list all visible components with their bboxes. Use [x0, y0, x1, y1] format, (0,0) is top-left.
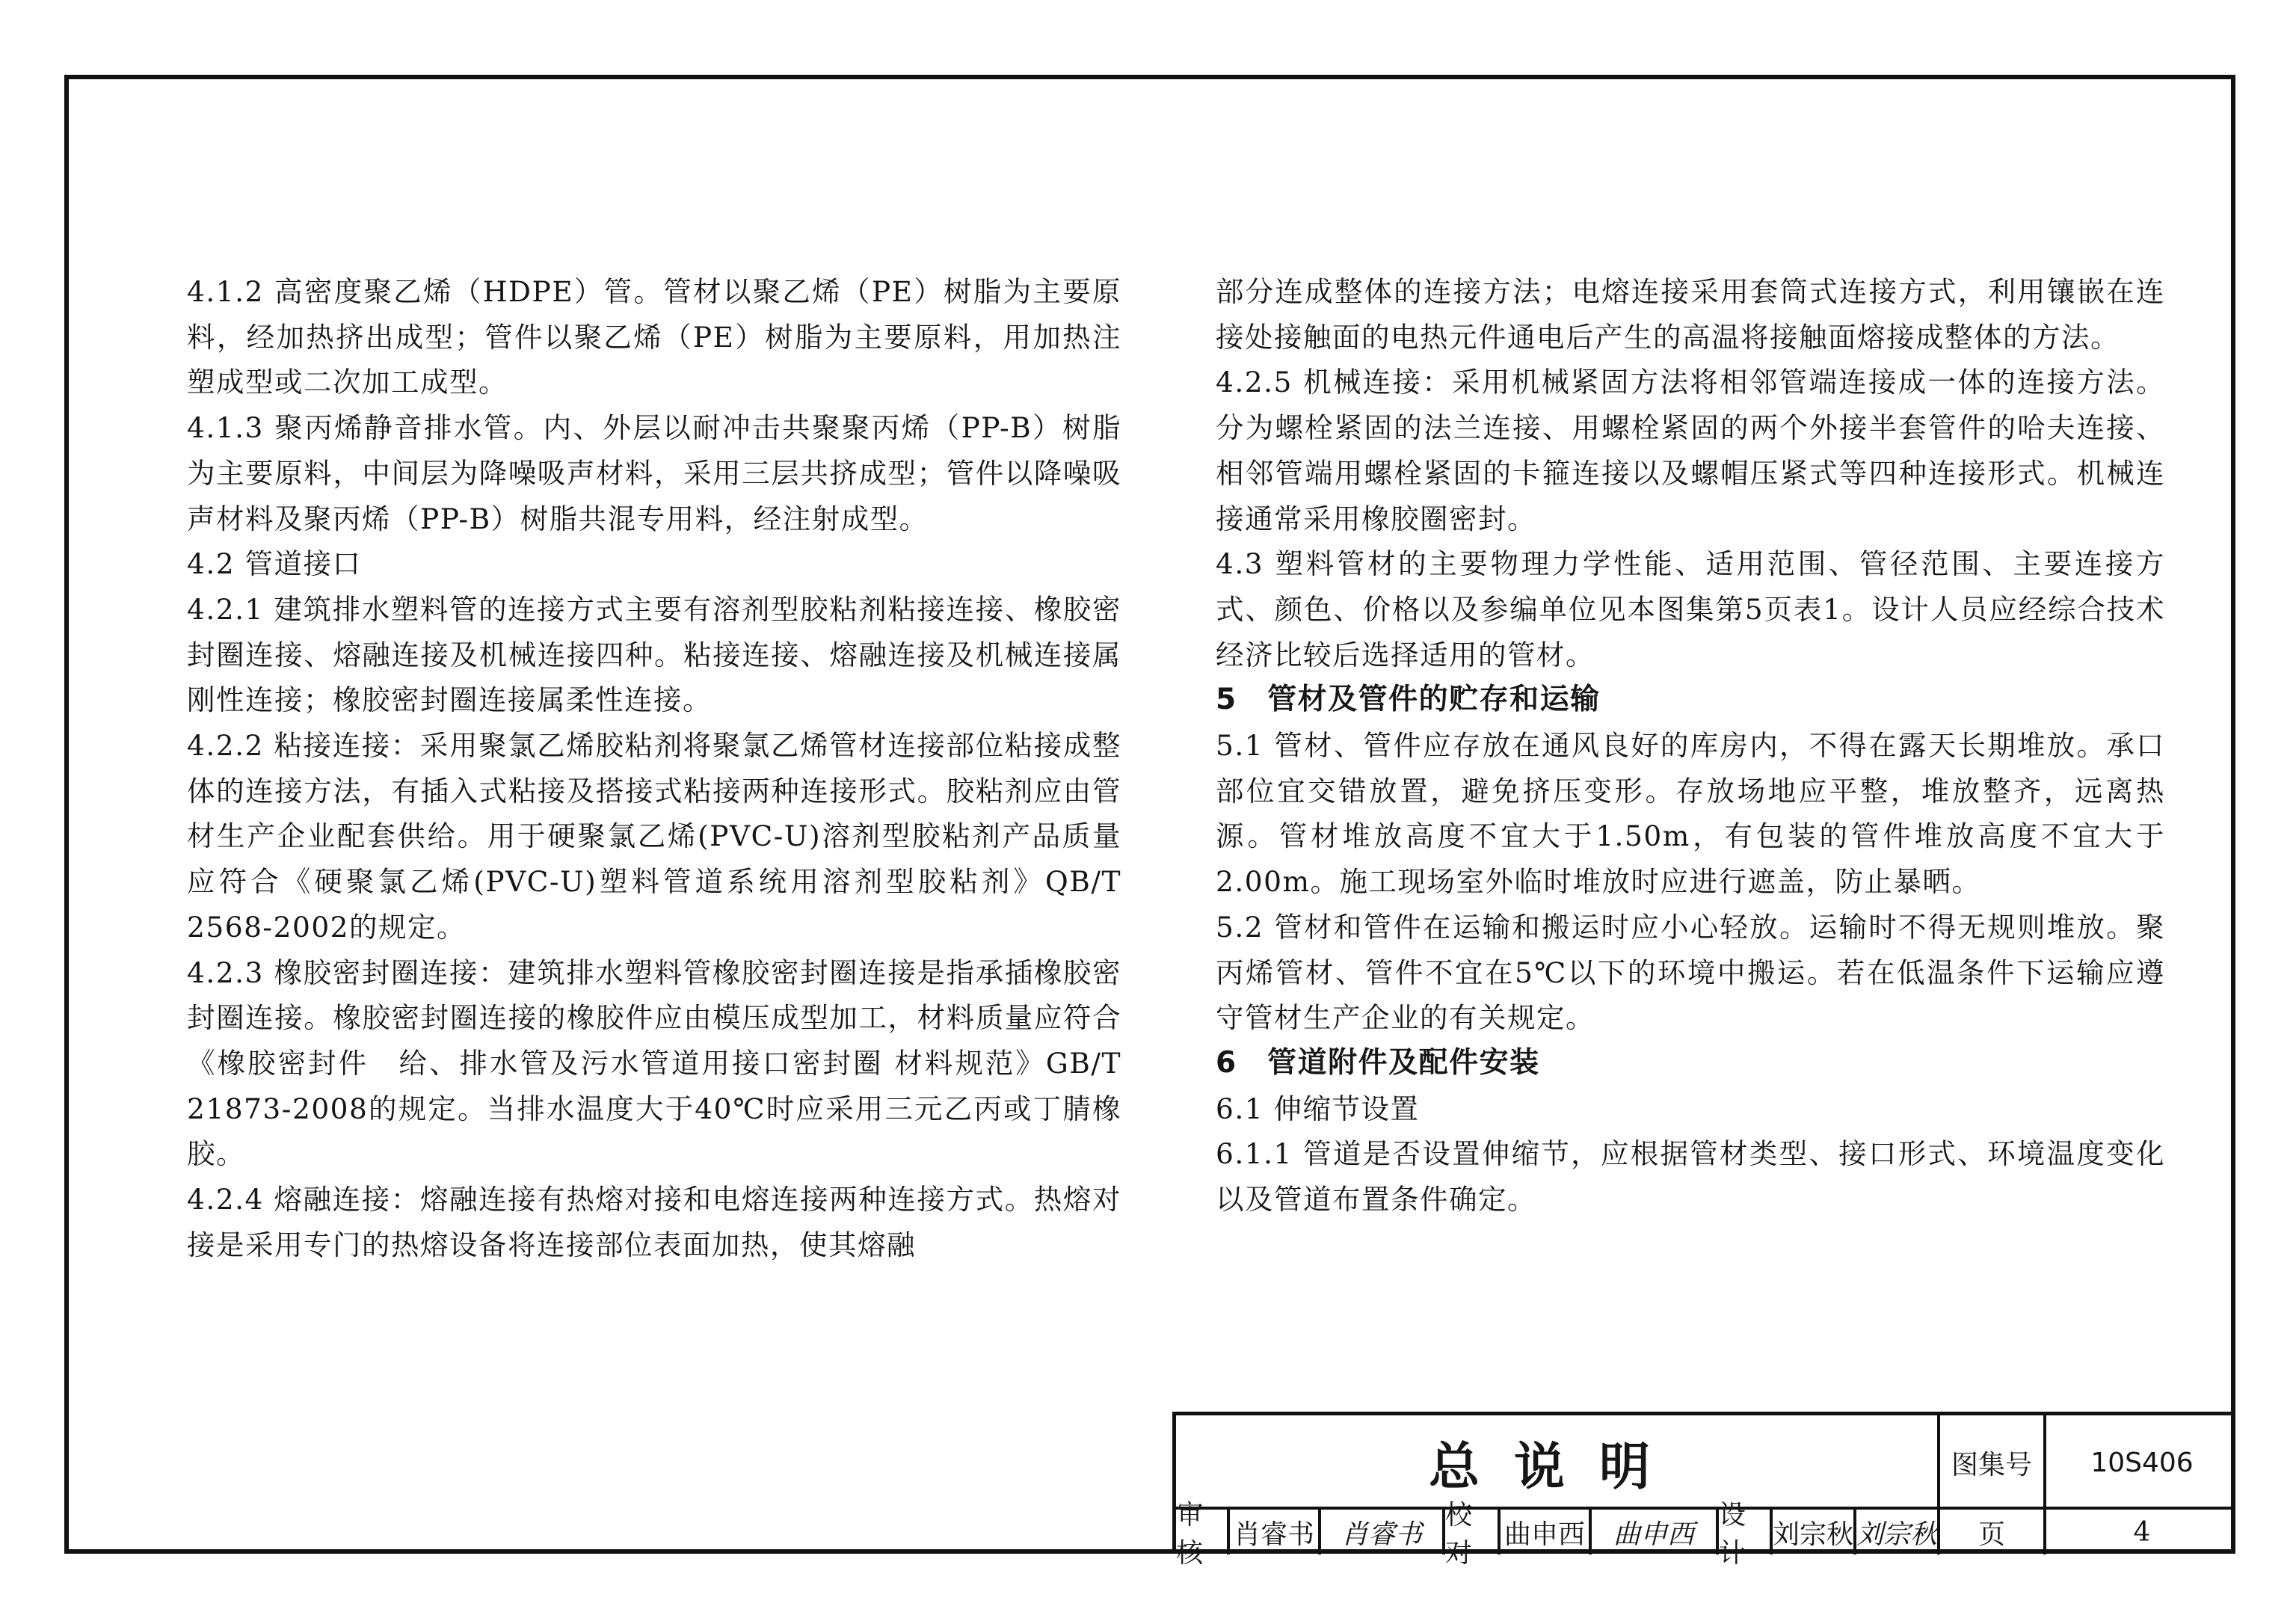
section-6-heading: 6 管道附件及配件安装 — [1216, 1045, 1540, 1080]
paragraph-5-2: 5.2 管材和管件在运输和搬运时应小心轻放。运输时不得无规则堆放。聚丙烯管材、管件不宜在5℃以下的环境中搬运。若在低温条件下运输应遵守管材生产企业的有关规定。 — [1216, 910, 2165, 1035]
paragraph-5-1: 5.1 管材、管件应存放在通风良好的库房内，不得在露天长期堆放。承口部位宜交错放置，避免挤压变形。存放场地应平整，堆放整齐，远离热源。管材堆放高度不宜大于1.50m，有包装的管件堆放高度不宜大于2.00m。施工现场室外临时堆放时应进行遮盖，防止暴晒。 — [1216, 729, 2165, 899]
designer-name: 刘宗秋 — [1773, 1519, 1854, 1550]
page-label: 页 — [1978, 1519, 2005, 1550]
paragraph-4-1-2: 4.1.2 高密度聚乙烯（HDPE）管。管材以聚乙烯（PE）树脂为主要原料，经加热挤出成型；管件以聚乙烯（PE）树脂为主要原料，用加热注塑成型或二次加工成型。 — [187, 275, 1121, 399]
check-label: 校对 — [1445, 1500, 1473, 1569]
section-5-heading: 5 管材及管件的贮存和运输 — [1216, 683, 1601, 717]
reviewer-signature: 肖睿书 — [1341, 1519, 1422, 1550]
designer-signature: 刘宗秋 — [1856, 1519, 1938, 1550]
paragraph-4-3: 4.3 塑料管材的主要物理力学性能、适用范围、管径范围、主要连接方式、颜色、价格以及参编单位见本图集第5页表1。设计人员应经综合技术经济比较后选择适用的管材。 — [1216, 547, 2165, 671]
section-6-1-heading: 6.1 伸缩节设置 — [1216, 1092, 1420, 1125]
checker-name: 曲申西 — [1504, 1519, 1585, 1550]
title-block-top-row — [1176, 1415, 2234, 1510]
atlas-number-label: 图集号 — [1951, 1449, 2032, 1480]
paragraph-4-2-2: 4.2.2 粘接连接：采用聚氯乙烯胶粘剂将聚氯乙烯管材连接部位粘接成整体的连接方法，有插入式粘接及搭接式粘接两种连接形式。胶粘剂应由管材生产企业配套供给。用于硬聚氯乙烯(PVC-U)溶剂型胶粘剂产品质量应符合《硬聚氯乙烯(PVC-U)塑料管道系统用溶剂型胶粘剂》QB/T 2568-2002的规定。 — [187, 729, 1121, 944]
title-block-bottom-row — [1176, 1500, 2234, 1569]
title-block — [1172, 1412, 2234, 1569]
reviewer-name: 肖睿书 — [1233, 1519, 1314, 1550]
paragraph-4-2-1: 4.2.1 建筑排水塑料管的连接方式主要有溶剂型胶粘剂粘接连接、橡胶密封圈连接、熔融连接及机械连接四种。粘接连接、熔融连接及机械连接属刚性连接；橡胶密封圈连接属柔性连接。 — [187, 592, 1121, 717]
section-4-2-heading: 4.2 管道接口 — [187, 547, 362, 581]
right-text-column — [1216, 269, 2165, 1222]
paragraph-continued: 部分连成整体的连接方法；电熔连接采用套筒式连接方式，利用镶嵌在连接处接触面的电热元件通电后产生的高温将接触面熔接成整体的方法。 — [1216, 275, 2165, 354]
paragraph-4-2-4: 4.2.4 熔融连接：熔融连接有热熔对接和电熔连接两种连接方式。热熔对接是采用专门的热熔设备将连接部位表面加热，使其熔融 — [187, 1183, 1121, 1261]
paragraph-4-1-3: 4.1.3 聚丙烯静音排水管。内、外层以耐冲击共聚聚丙烯（PP-B）树脂为主要原料，中间层为降噪吸声材料，采用三层共挤成型；管件以降噪吸声材料及聚丙烯（PP-B）树脂共混专用料，经注射成型。 — [187, 411, 1121, 535]
left-text-column — [187, 269, 1121, 1267]
paragraph-4-2-5: 4.2.5 机械连接：采用机械紧固方法将相邻管端连接成一体的连接方法。分为螺栓紧固的法兰连接、用螺栓紧固的两个外接半套管件的哈夫连接、相邻管端用螺栓紧固的卡箍连接以及螺帽压紧式等四种连接形式。机械连接通常采用橡胶圈密封。 — [1216, 366, 2165, 535]
design-label: 设计 — [1719, 1500, 1746, 1569]
review-label: 审核 — [1176, 1500, 1204, 1569]
checker-signature: 曲申西 — [1613, 1519, 1694, 1550]
drawing-title: 总说明 — [1428, 1437, 1684, 1497]
page-number: 4 — [2133, 1516, 2151, 1548]
atlas-number: 10S406 — [2090, 1447, 2194, 1478]
paragraph-4-2-3: 4.2.3 橡胶密封圈连接：建筑排水塑料管橡胶密封圈连接是指承插橡胶密封圈连接。橡胶密封圈连接的橡胶件应由模压成型加工，材料质量应符合《橡胶密封件 给、排水管及污水管道用接口密封圈 材料规范》GB/T 21873-2008的规定。当排水温度大于40℃时应采用三元乙丙或丁腈橡胶。 — [187, 956, 1121, 1171]
paragraph-6-1-1: 6.1.1 管道是否设置伸缩节，应根据管材类型、接口形式、环境温度变化以及管道布置条件确定。 — [1216, 1137, 2165, 1217]
